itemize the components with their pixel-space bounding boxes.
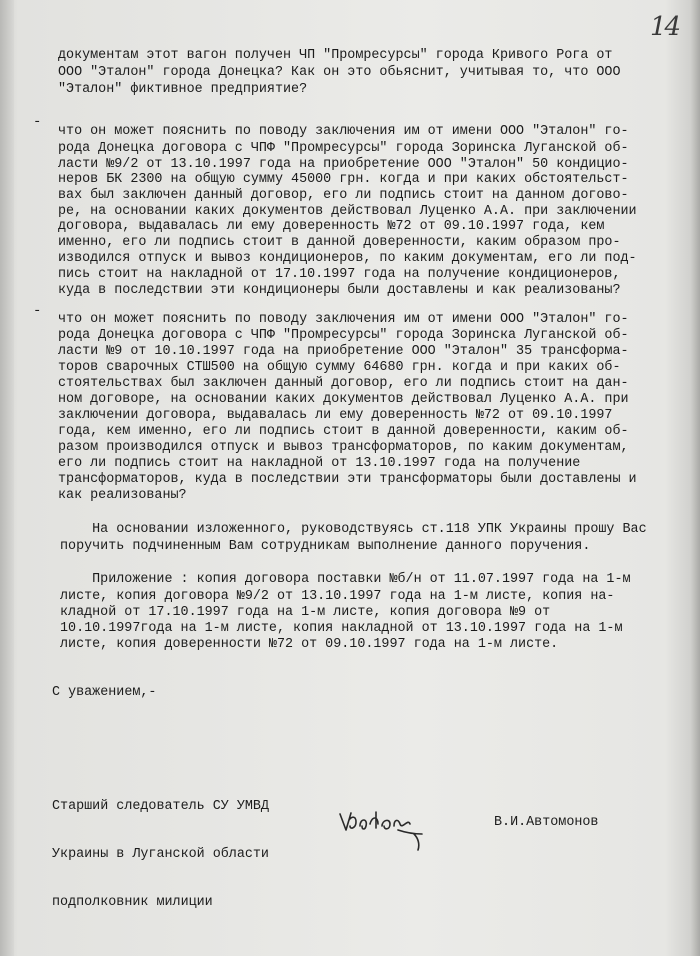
sender-line: Старший следователь СУ УМВД bbox=[52, 799, 269, 814]
item1-line: пись стоит на накладной от 17.10.1997 года на получение кондиционеров, bbox=[58, 267, 621, 282]
request-line: На основании изложенного, руководствуясь ст.118 УПК Украины прошу Вас bbox=[60, 522, 647, 537]
item2-line: как реализованы? bbox=[58, 488, 187, 503]
intro-line: документам этот вагон получен ЧП "Промресурсы" города Кривого Рога от bbox=[58, 48, 613, 63]
item1-line: договора, выдавалась ли ему доверенность №72 от 09.10.1997 года, кем bbox=[58, 219, 605, 234]
item2-line: года, кем именно, его ли подпись стоит в данной доверенности, каким об- bbox=[58, 424, 629, 439]
item2-line: что он может пояснить по поводу заключения им от имени ООО "Эталон" го- bbox=[58, 312, 629, 327]
item2-line: заключении договора, выдавалась ли ему доверенность №72 от 09.10.1997 bbox=[58, 408, 613, 423]
item2-bullet: - bbox=[33, 303, 42, 319]
attachment-line: кладной от 17.10.1997 года на 1-м листе, копия договора №9 от bbox=[60, 605, 551, 620]
sender-block bbox=[52, 767, 269, 943]
item1-line: ласти №9/2 от 13.10.1997 года на приобретение ООО "Эталон" 50 кондицио- bbox=[58, 157, 629, 172]
item2-line: ном договоре, на основании каких документов действовал Луценко А.А. при bbox=[58, 392, 629, 407]
attachment-line: листе, копия договора №9/2 от 13.10.1997 года на 1-м листе, копия на- bbox=[60, 589, 615, 604]
attachment-line: Приложение : копия договора поставки №б/н от 11.07.1997 года на 1-м bbox=[60, 572, 631, 587]
item1-line: вах был заключен данный договор, его ли подпись стоит на данном догово- bbox=[58, 188, 629, 203]
page-right-shadow bbox=[690, 0, 700, 956]
item1-line: неров БК 2300 на общую сумму 45000 грн. когда и при каких обстоятельст- bbox=[58, 172, 629, 187]
closing-salutation: С уважением,- bbox=[52, 685, 157, 700]
item1-line: что он может пояснить по поводу заключения им от имени ООО "Эталон" го- bbox=[58, 124, 629, 139]
item2-line: трансформаторов, куда в последствии эти трансформаторы были доставлены и bbox=[58, 472, 637, 487]
item2-line: стоятельствах был заключен данный договор, его ли подпись стоит на дан- bbox=[58, 376, 629, 391]
item2-line: ласти №9 от 10.10.1997 года на приобретение ООО "Эталон" 35 трансформа- bbox=[58, 344, 629, 359]
attachment-line: листе, копия доверенности №72 от 09.10.1997 года на 1-м листе. bbox=[60, 637, 559, 652]
author-name: В.И.Автомонов bbox=[494, 815, 599, 830]
page-number: 14 bbox=[650, 12, 680, 42]
page-left-shadow bbox=[0, 0, 14, 956]
handwritten-signature bbox=[338, 804, 430, 852]
item1-line: рода Донецка договора с ЧПФ "Промресурсы" города Зоринска Луганской об- bbox=[58, 141, 629, 156]
attachment-line: 10.10.1997года на 1-м листе, копия накладной от 13.10.1997 года на 1-м bbox=[60, 621, 623, 636]
item2-line: торов сварочных СТШ500 на общую сумму 64680 грн. когда и при каких об- bbox=[58, 360, 621, 375]
request-line: поручить подчиненным Вам сотрудникам выполнение данного поручения. bbox=[60, 539, 591, 554]
item2-line: его ли подпись стоит на накладной от 13.10.1997 года на получение bbox=[58, 456, 581, 471]
intro-line: ООО "Эталон" города Донецка? Как он это обьяснит, учитывая то, что ООО bbox=[58, 65, 621, 80]
item1-line: изводился отпуск и вывоз кондиционеров, по каким документам, его ли под- bbox=[58, 251, 637, 266]
sender-line: Украины в Луганской области bbox=[52, 847, 269, 862]
item2-line: разом производился отпуск и вывоз трансформаторов, по каким документам, bbox=[58, 440, 629, 455]
item1-line: куда в последствии эти кондиционеры были доставлены и как реализованы? bbox=[58, 283, 621, 298]
item2-line: рода Донецка договора с ЧПФ "Промресурсы" города Зоринска Луганской об- bbox=[58, 328, 629, 343]
item1-line: ре, на основании каких документов действовал Луценко А.А. при заключении bbox=[58, 204, 637, 219]
item1-line: именно, его ли подпись стоит в данной доверенности, каким образом про- bbox=[58, 235, 621, 250]
intro-line: "Эталон" фиктивное предприятие? bbox=[58, 82, 308, 97]
sender-line: подполковник милиции bbox=[52, 895, 213, 910]
item1-bullet: - bbox=[33, 114, 42, 130]
